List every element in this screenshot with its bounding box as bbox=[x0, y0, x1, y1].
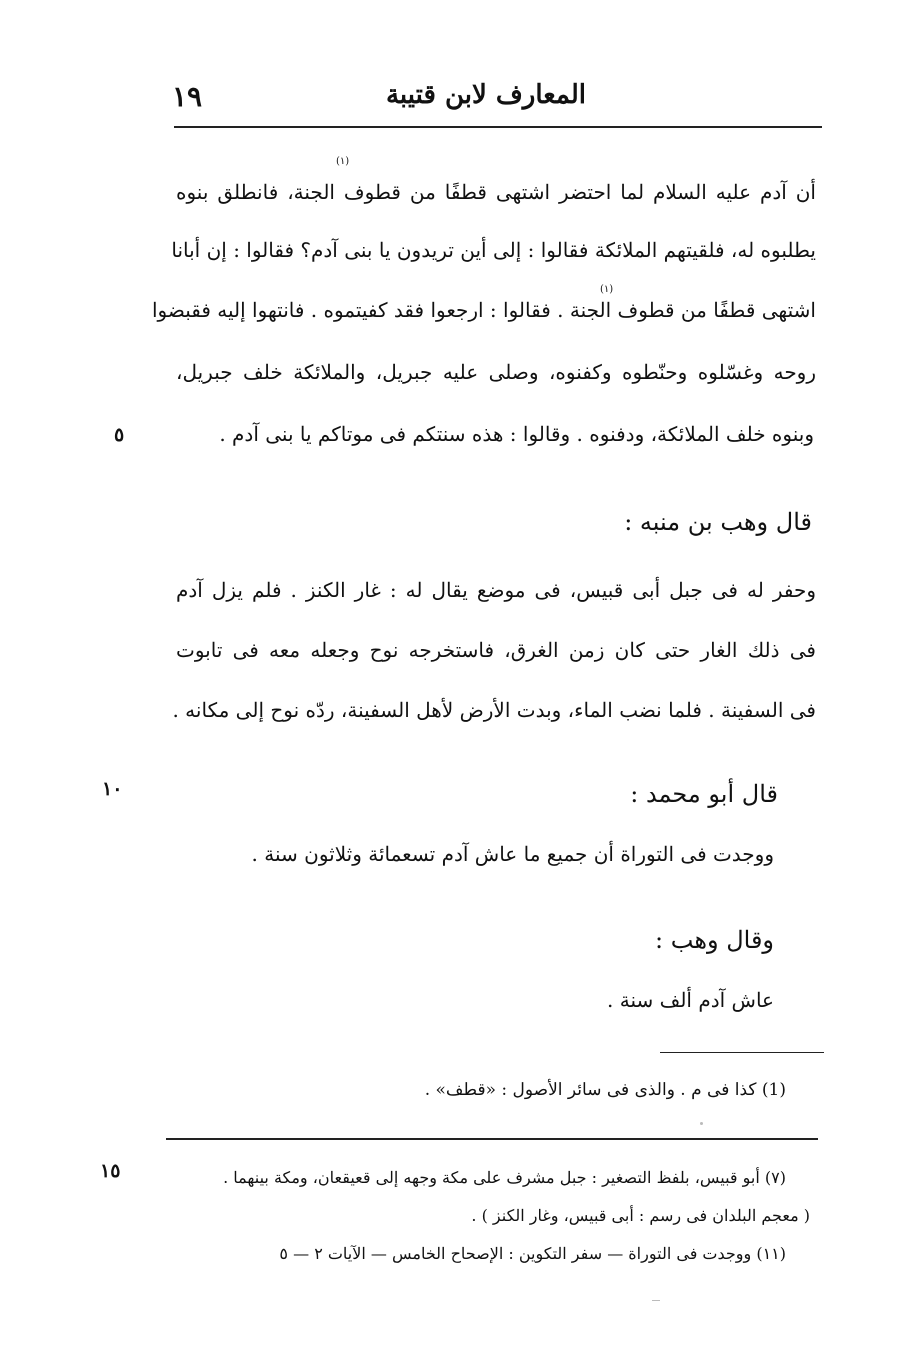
print-speck bbox=[652, 1300, 660, 1301]
endnote: (٧) أبو قبيس، بلفظ التصغير : جبل مشرف على مكة وجهه إلى قعيقعان، ومكة بينهما . bbox=[223, 1168, 786, 1187]
paragraph-line: روحه وغسّلوه وحنّطوه وكفنوه، وصلى عليه جبريل، والملائكة خلف جبريل، bbox=[176, 360, 816, 384]
page-number: ١٩ bbox=[172, 80, 203, 113]
footnote-marker: (١) bbox=[600, 284, 614, 295]
header-rule bbox=[174, 126, 822, 128]
paragraph-line: وبنوه خلف الملائكة، ودفنوه . وقالوا : هذه سنتكم فى موتاكم يا بنى آدم . bbox=[219, 422, 814, 446]
footnote-marker: (١) bbox=[336, 156, 350, 167]
section-heading: قال وهب بن منبه : bbox=[624, 508, 812, 536]
margin-line-number: ١٠ bbox=[102, 778, 123, 800]
endnote: (١١) ووجدت فى التوراة — سفر التكوين : الإصحاح الخامس — الآيات ٢ — ٥ bbox=[279, 1244, 786, 1263]
paragraph-line: عاش آدم ألف سنة . bbox=[607, 988, 774, 1012]
margin-line-number: ٥ bbox=[114, 424, 125, 446]
section-heading: وقال وهب : bbox=[655, 926, 774, 954]
paragraph-line: أن آدم عليه السلام لما احتضر اشتهى قطفًا من قطوف الجنة، فانطلق بنوه bbox=[176, 180, 816, 204]
footnote-rule bbox=[660, 1052, 824, 1053]
endnote: ( معجم البلدان فى رسم : أبى قبيس، وغار الكنز ) . bbox=[471, 1206, 810, 1225]
paragraph-line: فى السفينة . فلما نضب الماء، وبدت الأرض لأهل السفينة، ردّه نوح إلى مكانه . bbox=[172, 698, 816, 722]
print-speck bbox=[700, 1122, 703, 1125]
paragraph-line: يطلبوه له، فلقيتهم الملائكة فقالوا : إلى أين تريدون يا بنى آدم؟ فقالوا : إن أبانا bbox=[171, 238, 816, 262]
paragraph-line: ووجدت فى التوراة أن جميع ما عاش آدم تسعمائة وثلاثون سنة . bbox=[251, 842, 774, 866]
paragraph-line: وحفر له فى جبل أبى قبيس، فى موضع يقال له : غار الكنز . فلم يزل آدم bbox=[176, 578, 816, 602]
running-title: المعارف لابن قتيبة bbox=[385, 80, 586, 110]
section-heading: قال أبو محمد : bbox=[630, 780, 778, 808]
notes-rule bbox=[166, 1138, 818, 1140]
paragraph-line: فى ذلك الغار حتى كان زمن الغرق، فاستخرجه نوح وجعله معه فى تابوت bbox=[176, 638, 816, 662]
footnote: (1) كذا فى م . والذى فى سائر الأصول : «قطف» . bbox=[424, 1080, 786, 1100]
margin-line-number: ١٥ bbox=[100, 1160, 121, 1182]
paragraph-line: اشتهى قطفًا من قطوف الجنة . فقالوا : ارجعوا فقد كفيتموه . فانتهوا إليه فقبضوا bbox=[151, 298, 816, 322]
